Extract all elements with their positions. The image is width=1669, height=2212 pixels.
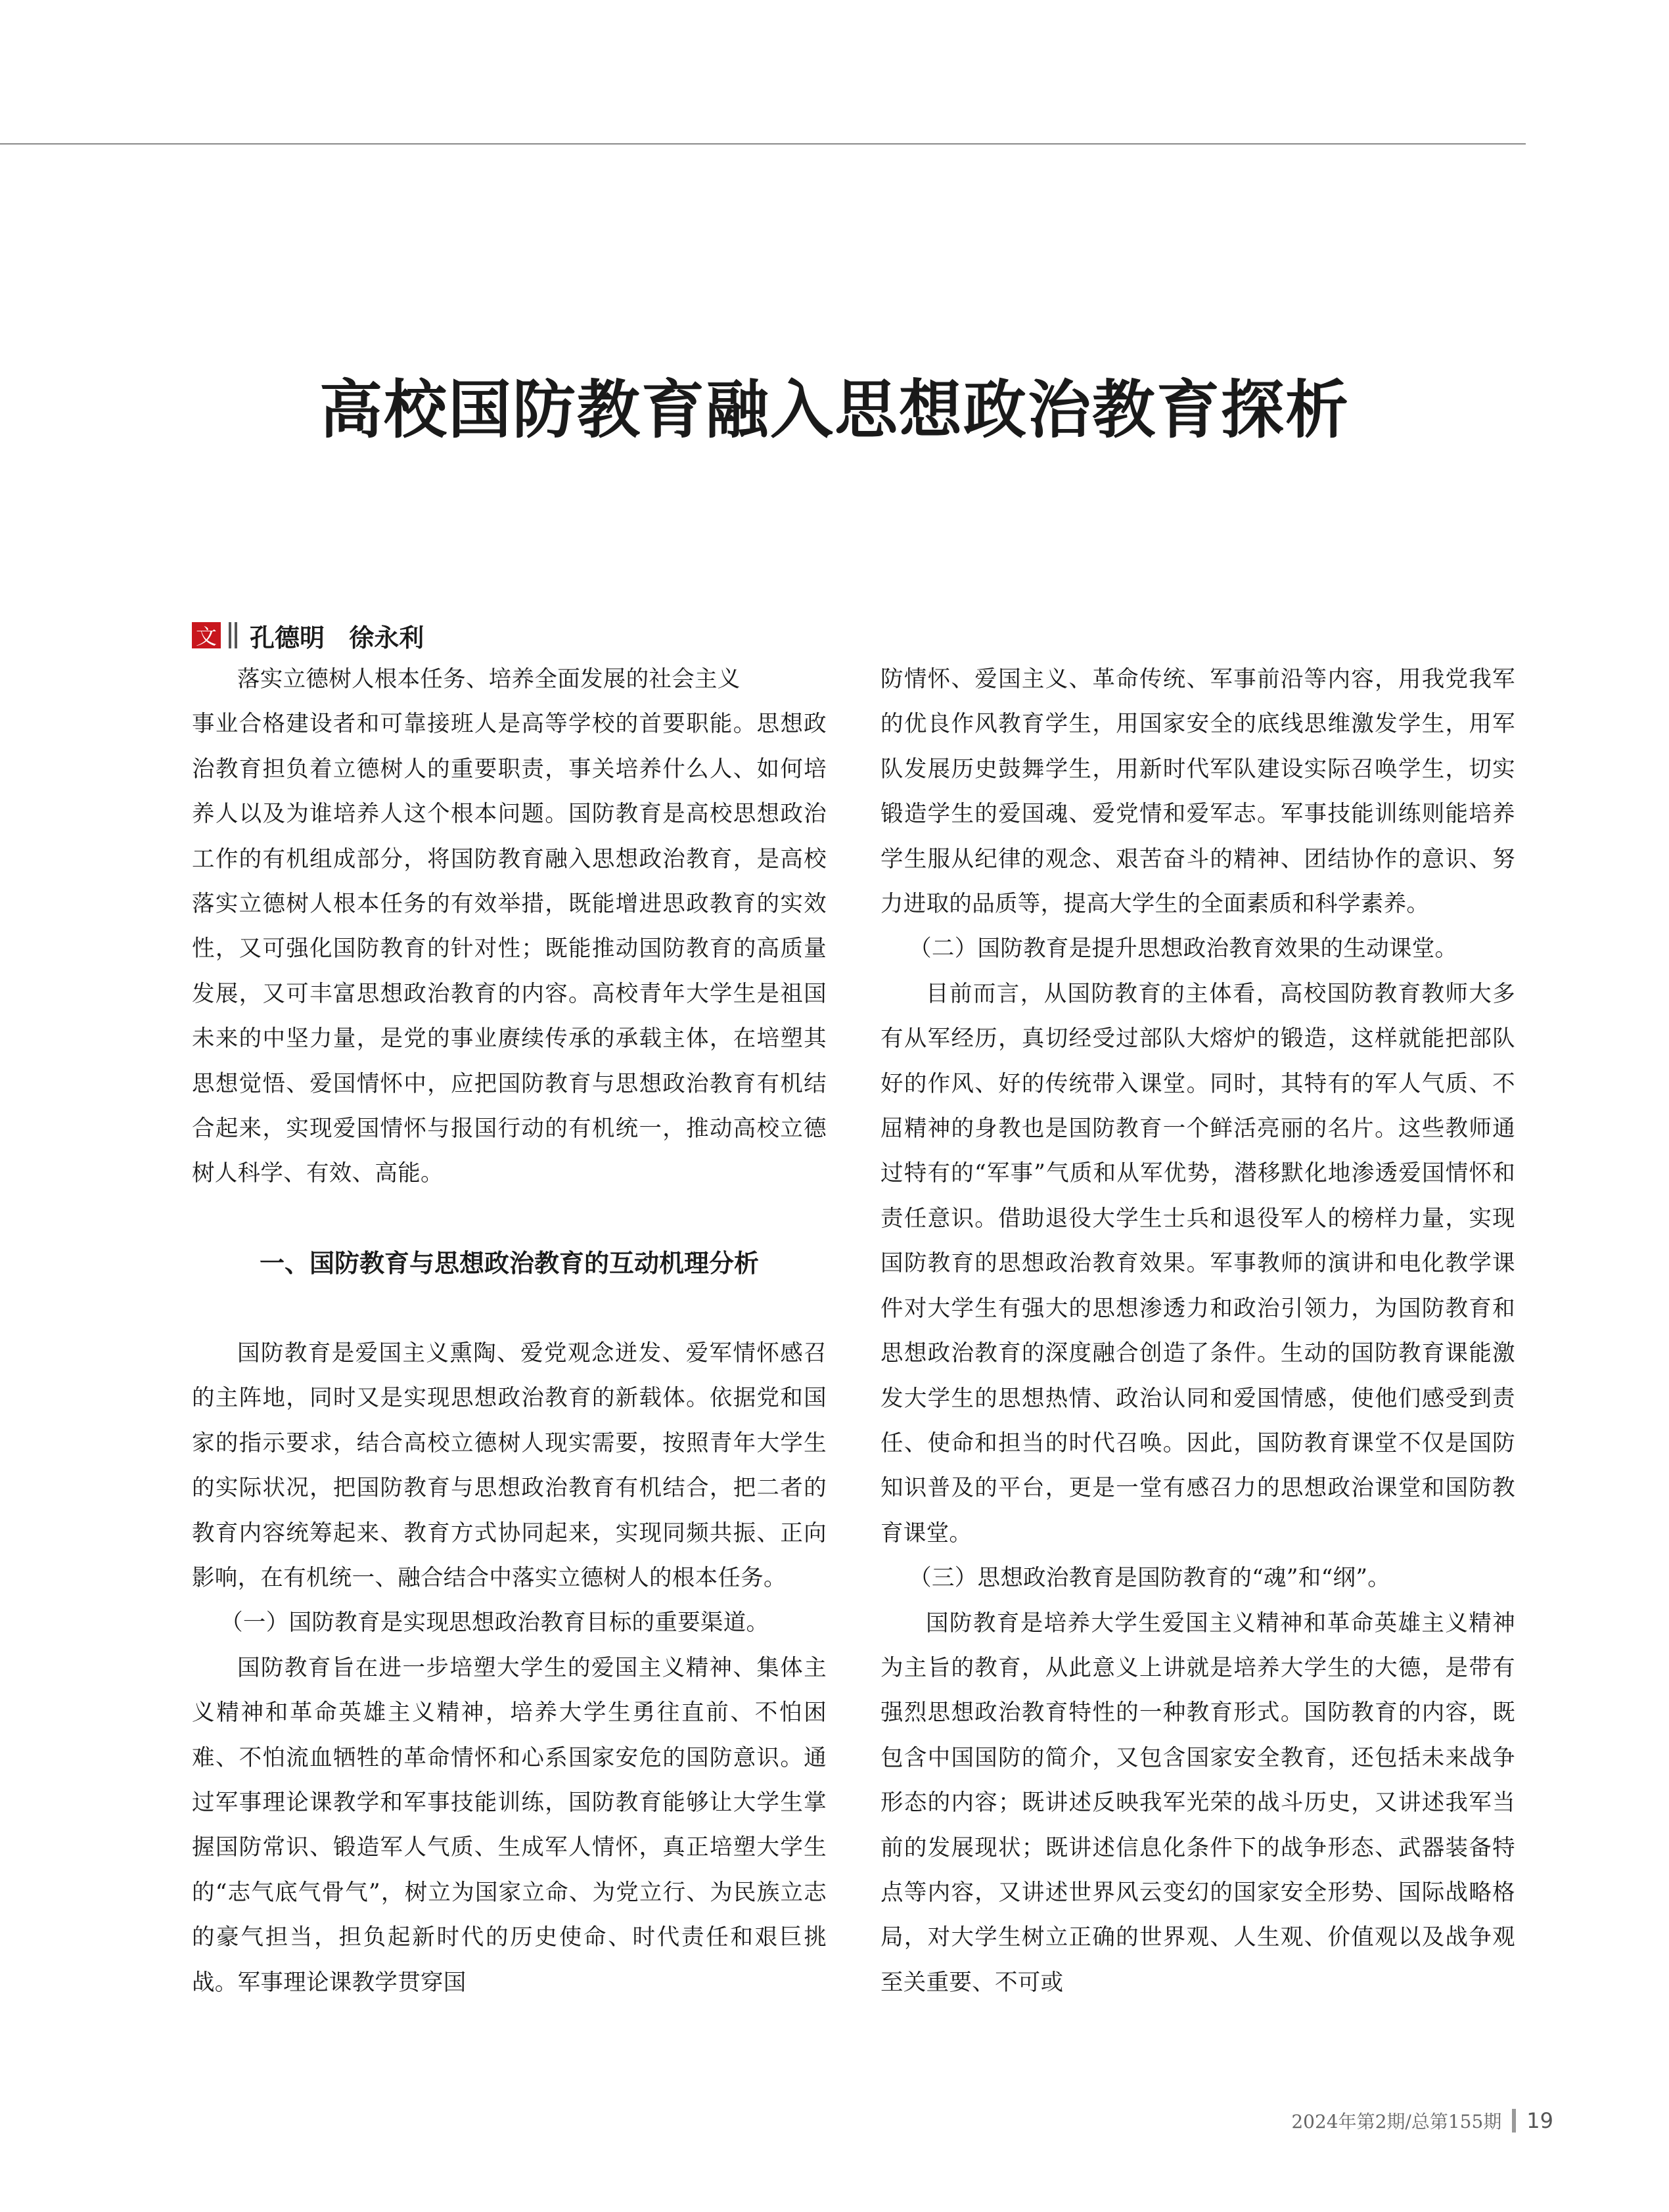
article-title: 高校国防教育融入思想政治教育探析 <box>319 373 1350 447</box>
paragraph-sub2: 目前而言，从国防教育的主体看，高校国防教育教师大多有从军经历，真切经受过部队大熔炉的锻造，这样就能把部队好的作风、好的传统带入课堂。同时，其特有的军人气质、不屈精神的身教也是国防教育一个鲜活亮丽的名片。这些教师通过特有的“军事”气质和从军优势，潜移默化地渗透爱国情怀和责任意识。借助退役大学生士兵和退役军人的榜样力量，实现国防教育的思想政治教育效果。军事教师的演讲和电化教学课件对大学生有强大的思想渗透力和政治引领力，为国防教育和思想政治教育的深度融合创造了条件。生动的国防教育课能激发大学生的思想热情、政治认同和爱国情感，使他们感受到责任、使命和担当的时代召唤。因此，国防教育课堂不仅是国防知识普及的平台，更是一堂有感召力的思想政治课堂和国防教育课堂。 <box>880 980 1515 1546</box>
paragraph-intro-first-line: 落实立德树人根本任务、培养全面发展的社会主义 <box>237 666 741 692</box>
section-heading: 一、国防教育与思想政治教育的互动机理分析 <box>259 1248 759 1278</box>
double-bar-separator <box>229 622 240 648</box>
subheading-1: （一）国防教育是实现思想政治教育目标的重要渠道。 <box>220 1610 769 1636</box>
paragraph-section-intro: 国防教育是爱国主义熏陶、爱党观念迸发、爱军情怀感召的主阵地，同时又是实现思想政治教育的新载体。依据党和国家的指示要求，结合高校立德树人现实需要，按照青年大学生的实际状况，把国防教育与思想政治教育有机结合，把二者的教育内容统筹起来、教育方式协同起来，实现同频共振、正向影响，在有机统一、融合结合中落实立德树人的根本任务。 <box>192 1340 827 1591</box>
paragraph-sub1-continued: 防情怀、爱国主义、革命传统、军事前沿等内容，用我党我军的优良作风教育学生，用国家安全的底线思维激发学生，用军队发展历史鼓舞学生，用新时代军队建设实际召唤学生，切实锻造学生的爱国魂、爱党情和爱军志。军事技能训练则能培养学生服从纪律的观念、艰苦奋斗的精神、团结协作的意识、努力进取的品质等，提高大学生的全面素质和科学素养。 <box>880 666 1515 918</box>
page-number: 19 <box>1526 2108 1553 2133</box>
subheading-3: （三）思想政治教育是国防教育的“魂”和“纲”。 <box>909 1565 1391 1592</box>
byline <box>192 620 424 651</box>
right-column <box>880 657 1515 2005</box>
header-rule <box>0 143 1526 145</box>
left-column <box>192 657 827 2005</box>
subheading-2: （二）国防教育是提升思想政治教育效果的生动课堂。 <box>909 936 1458 962</box>
issue-info: 2024年第2期/总第155期 <box>1291 2111 1502 2133</box>
paragraph-sub3: 国防教育是培养大学生爱国主义精神和革命英雄主义精神为主旨的教育，从此意义上讲就是培养大学生的大德，是带有强烈思想政治教育特性的一种教育形式。国防教育的内容，既包含中国国防的简介，又包含国家安全教育，还包括未来战争形态的内容；既讲述反映我军光荣的战斗历史，又讲述我军当前的发展现状；既讲述信息化条件下的战争形态、武器装备特点等内容，又讲述世界风云变幻的国家安全形势、国际战略格局，对大学生树立正确的世界观、人生观、价值观以及战争观至关重要、不可或 <box>880 1610 1515 1996</box>
page-footer <box>1291 2108 1553 2134</box>
authors: 孔德明 徐永利 <box>250 623 424 652</box>
wen-badge: 文 <box>192 622 221 648</box>
footer-separator <box>1512 2109 1516 2133</box>
paragraph-sub1: 国防教育旨在进一步培塑大学生的爱国主义精神、集体主义精神和革命英雄主义精神，培养大学生勇往直前、不怕困难、不怕流血牺牲的革命情怀和心系国家安危的国防意识。通过军事理论课教学和军事技能训练，国防教育能够让大学生掌握国防常识、锻造军人气质、生成军人情怀，真正培塑大学生的“志气底气骨气”，树立为国家立命、为党立行、为民族立志的豪气担当，担负起新时代的历史使命、时代责任和艰巨挑战。军事理论课教学贯穿国 <box>192 1654 827 1996</box>
paragraph-intro: 事业合格建设者和可靠接班人是高等学校的首要职能。思想政治教育担负着立德树人的重要职责，事关培养什么人、如何培养人以及为谁培养人这个根本问题。国防教育是高校思想政治工作的有机组成部分，将国防教育融入思想政治教育，是高校落实立德树人根本任务的有效举措，既能增进思政教育的实效性，又可强化国防教育的针对性；既能推动国防教育的高质量发展，又可丰富思想政治教育的内容。高校青年大学生是祖国未来的中坚力量，是党的事业赓续传承的承载主体，在培塑其思想觉悟、爱国情怀中，应把国防教育与思想政治教育有机结合起来，实现爱国情怀与报国行动的有机统一，推动高校立德树人科学、有效、高能。 <box>192 711 827 1187</box>
